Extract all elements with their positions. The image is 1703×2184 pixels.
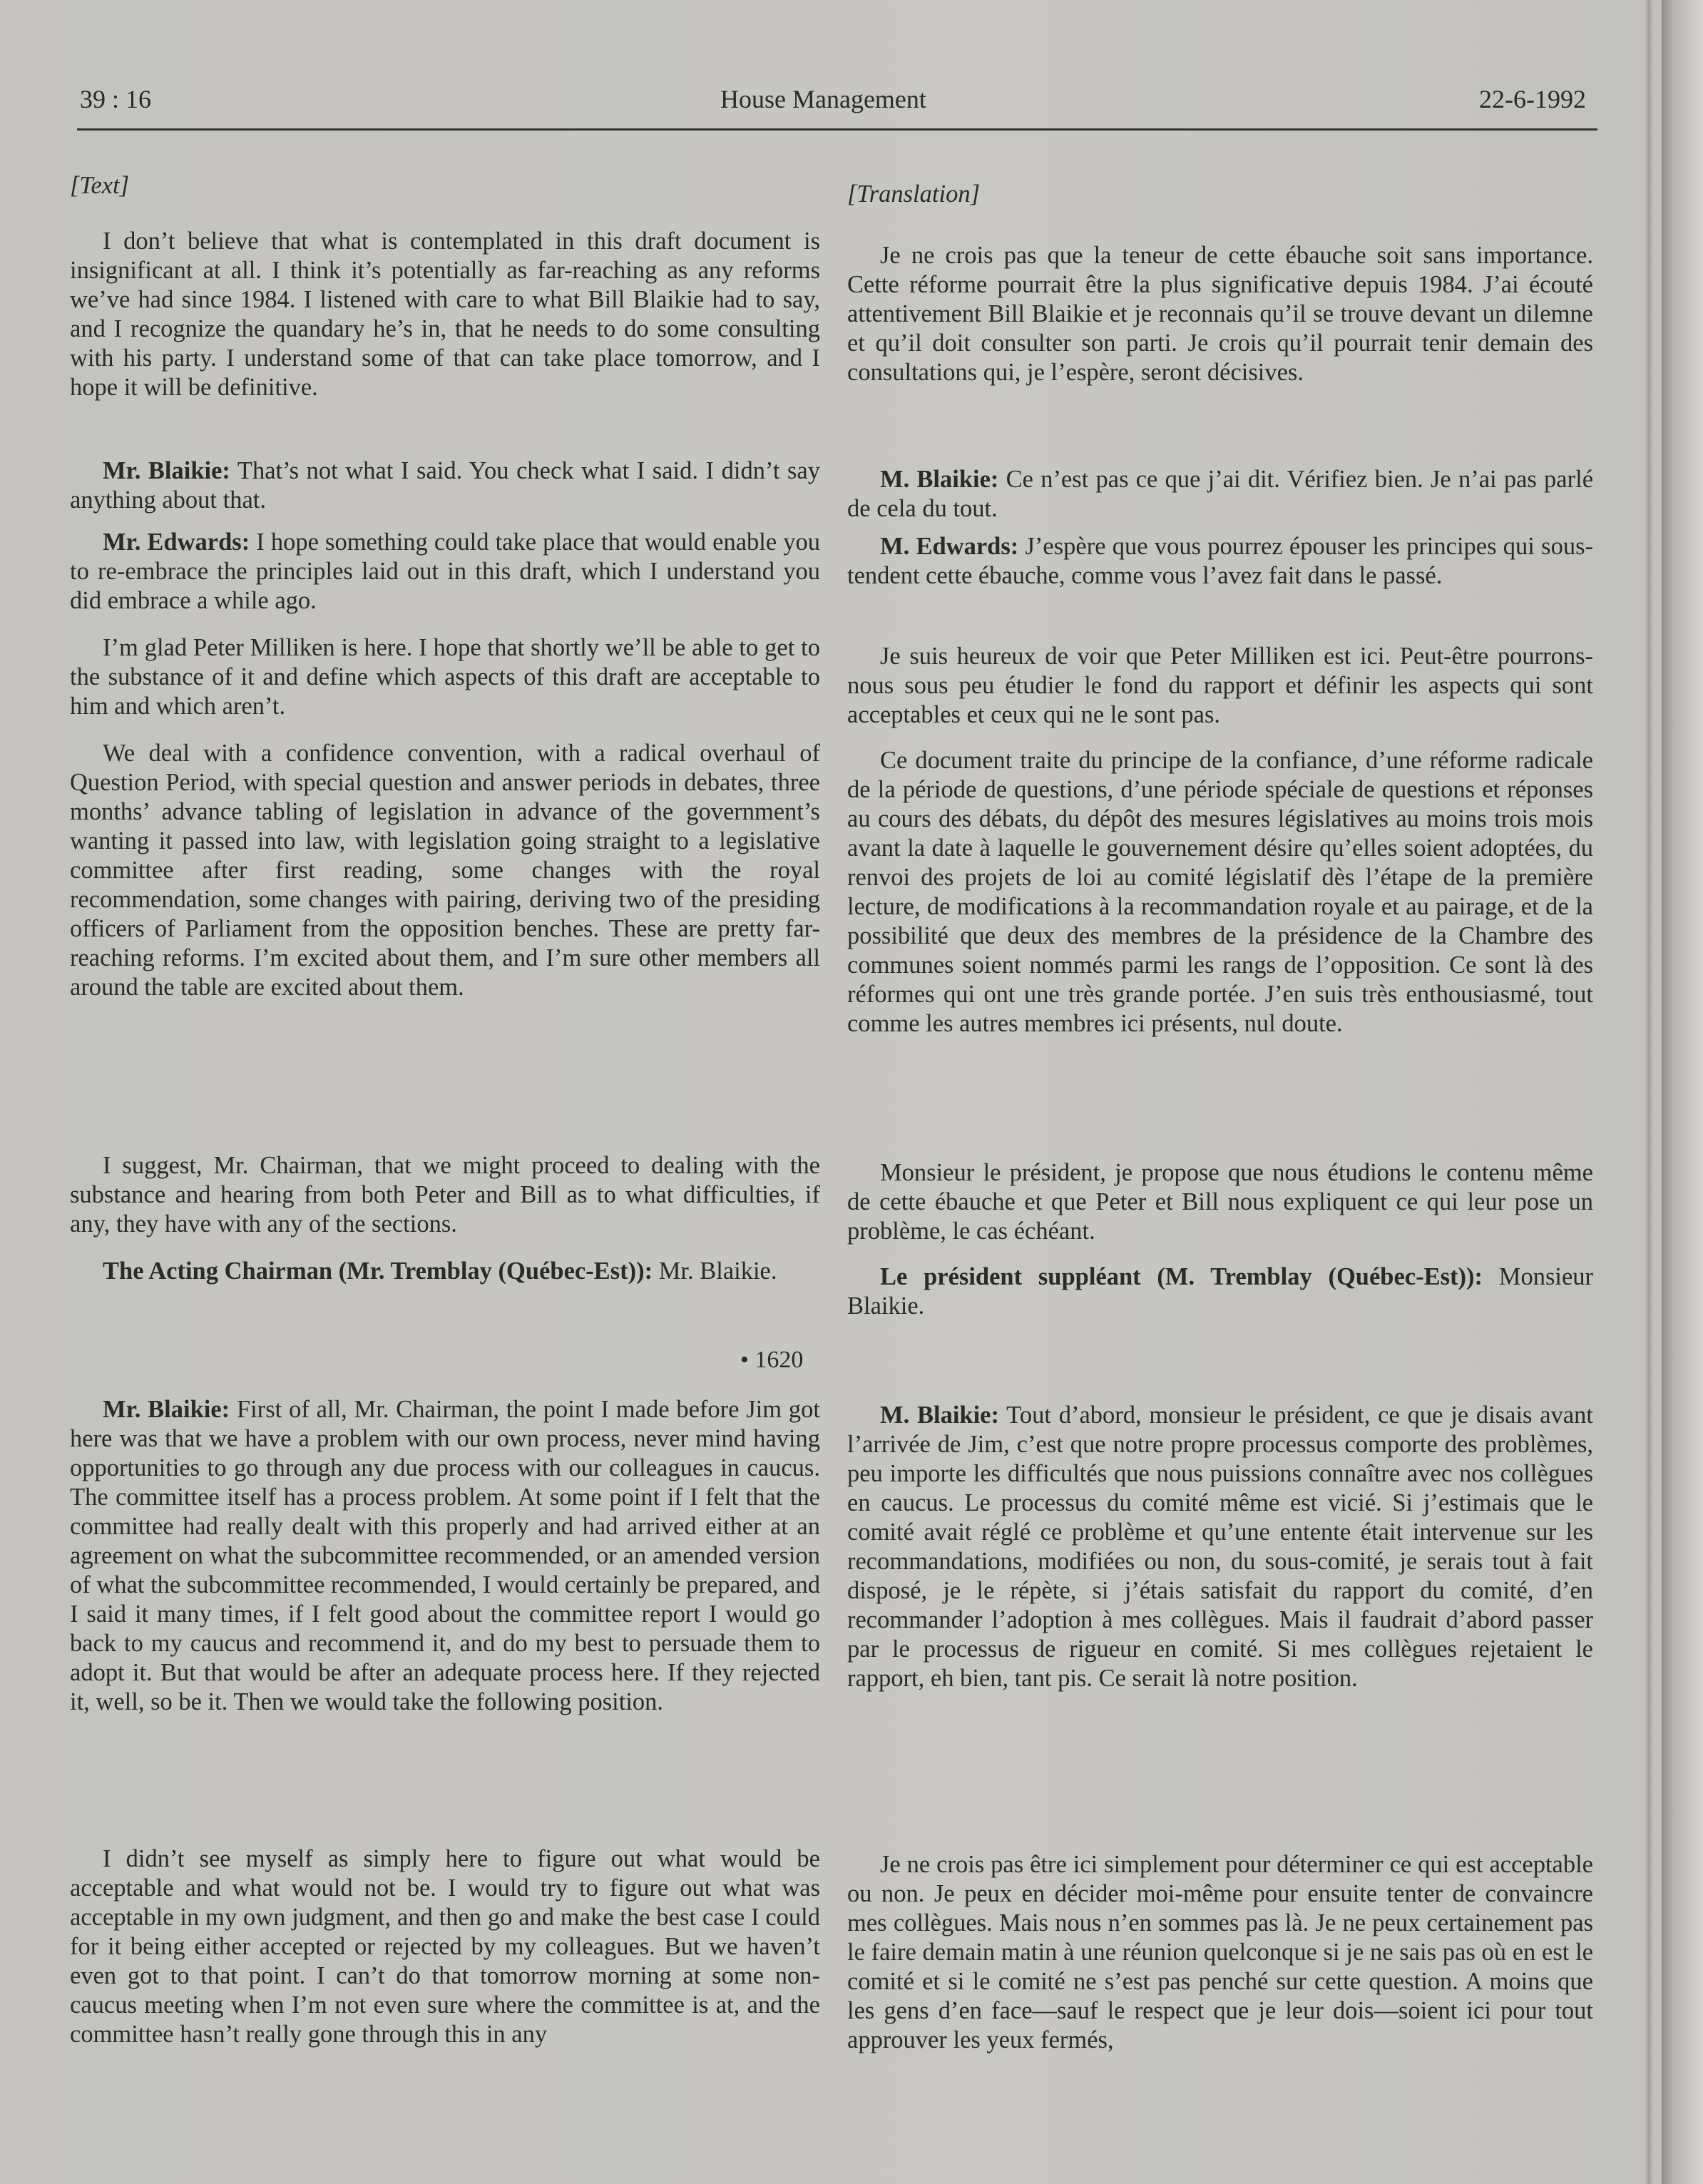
speaker: The Acting Chairman (Mr. Tremblay (Québec-Est)):: [103, 1257, 653, 1285]
session-date: 22-6-1992: [1479, 85, 1586, 113]
paragraph-text: Tout d’abord, monsieur le président, ce que je disais avant l’arrivée de Jim, c’est que notre propre processus comporte des problèmes, peu importe les difficultés que nous puissions connaître avec nos collègues en caucus. Le processus du comité même est vicié. Si j’estimais que le comité avait réglé ce problème et qu’une entente était intervenue sur les recommandations, modifiées ou non, du sous-comité, je serais tout à fait disposé, je le répète, si j’étais satisfait du rapport du comité, d’en recommander l’adoption à mes collègues. Mais il faudrait d’abord passer par le processus de rigueur en comité. Si mes collègues rejetaient le rapport, eh bien, tant pis. Ce serait là notre position.: [847, 1402, 1593, 1692]
speaker: M. Blaikie:: [880, 1402, 999, 1429]
speaker: Mr. Blaikie:: [103, 457, 230, 484]
paragraph: [70, 1151, 820, 1239]
paragraph-text: Je ne crois pas que la teneur de cette ébauche soit sans importance. Cette réforme pourrait être la plus significative depuis 1984. J’ai écouté attentivement Bill Blaikie et je reconnais qu’il se trouve devant un dilemne et qu’il doit consulter son parti. Je crois qu’il pourrait tenir demain des consultations qui, je l’espère, seront décisives.: [847, 242, 1593, 386]
paragraph-text: That’s not what I said. You check what I said. I didn’t say anything about that.: [70, 457, 820, 514]
paragraph-text: First of all, Mr. Chairman, the point I made before Jim got here was that we have a problem with our own process, never mind having opportunities to go through any due process with our colleagues in caucus. The committee itself has a process problem. At some point if I felt that the committee had really dealt with this properly and had arrived either at an agreement on what the subcommittee recommended, or an amended version of what the subcommittee recommended, I would certainly be prepared, and I said it many times, if I felt good about the committee report I would go back to my caucus and recommend it, and do my best to persuade them to adopt it. But that would be after an adequate process here. If they rejected it, well, so be it. Then we would take the following position.: [70, 1396, 821, 1715]
running-title: House Management: [720, 85, 926, 113]
paragraph-text: We deal with a confidence convention, with a radical overhaul of Question Period, with special question and answer periods in debates, three months’ advance tabling of legislation in advance of the government’s wanting it passed into law, with legislation going straight to a legislative committee after first reading, some changes with the royal recommendation, some changes with pairing, deriving two of the presiding officers of Parliament from the opposition benches. These are pretty far-reaching reforms. I’m excited about them, and I’m sure other members all around the table are excited about them.: [70, 740, 820, 1001]
speaker: Mr. Blaikie:: [103, 1396, 230, 1423]
page-edge: [1662, 0, 1703, 2184]
paragraph: [847, 1850, 1593, 2055]
header-rule: [77, 128, 1597, 131]
page-number: 39 : 16: [80, 85, 152, 113]
paragraph: [847, 241, 1593, 387]
paragraph-text: J’espère que vous pourrez épouser les principes qui sous-tendent cette ébauche, comme vous l’avez fait dans le passé.: [847, 533, 1593, 589]
page-fold-shadow: [1645, 0, 1653, 2184]
paragraph: [847, 465, 1593, 524]
speaker: M. Blaikie:: [880, 466, 999, 493]
paragraph-text: Ce document traite du principe de la confiance, d’une réforme radicale de la période de questions, d’une période spéciale de questions et réponses au cours des débats, du dépôt des mesures législatives au moins trois mois avant la date à laquelle le gouvernement désire qu’elles soient adoptées, du renvoi des projets de loi au comité législatif dès l’étape de la première lecture, de modifications à la recommandation royale et au pairage, et de la possibilité que deux des membres de la présidence de la Chambre des communes soient nommés parmi les rangs de l’opposition. Ce sont là des réformes qui ont une très grande portée. J’en suis très enthousiasmé, tout comme les autres membres ici présents, nul doute.: [847, 747, 1593, 1037]
paragraph: [70, 633, 820, 721]
paragraph: [70, 1257, 820, 1286]
paragraph: [70, 1844, 820, 2049]
paragraph-text: I don’t believe that what is contemplated in this draft document is insignificant at all. I think it’s potentially as far-reaching as any reforms we’ve had since 1984. I listened with care to what Bill Blaikie had to say, and I recognize the quandary he’s in, that he needs to do some consulting with his party. I understand some of that can take place tomorrow, and I hope it will be definitive.: [70, 228, 820, 401]
speaker: Mr. Edwards:: [103, 529, 250, 556]
paragraph-text: Monsieur le président, je propose que nous étudions le contenu même de cette ébauche et que Peter et Bill nous expliquent ce qui leur pose un problème, le cas échéant.: [847, 1159, 1593, 1245]
paragraph-text: I hope something could take place that would enable you to re-embrace the principles laid out in this draft, which I understand you did embrace a while ago.: [70, 529, 820, 614]
paragraph: [847, 1158, 1593, 1246]
paragraph: [847, 642, 1593, 730]
paragraph: [70, 227, 820, 402]
speaker: Le président suppléant (M. Tremblay (Québec-Est)):: [880, 1263, 1483, 1290]
paragraph-text: I’m glad Peter Milliken is here. I hope that shortly we’ll be able to get to the substance of it and define which aspects of this draft are acceptable to him and which aren’t.: [70, 634, 820, 720]
paragraph-text: Je ne crois pas être ici simplement pour déterminer ce qui est acceptable ou non. Je peux en décider moi-même pour ensuite tenter de convaincre mes collègues. Mais nous n’en sommes pas là. Je ne peux certainement pas le faire demain matin à une réunion quelconque si je ne sais pas où en est le comité et si le comité ne s’est pas penché sur cette question. A moins que les gens d’en face—sauf le respect que je leur dois—soient ici pour tout approuver les yeux fermés,: [847, 1851, 1593, 2053]
paragraph: [847, 1401, 1593, 1693]
time-marker: • 1620: [740, 1347, 804, 1373]
paragraph-text: I suggest, Mr. Chairman, that we might proceed to dealing with the substance and hearing from both Peter and Bill as to what difficulties, if any, they have with any of the sections.: [70, 1152, 820, 1238]
paragraph: [70, 456, 820, 515]
speaker: M. Edwards:: [880, 533, 1019, 560]
paragraph-text: Ce n’est pas ce que j’ai dit. Vérifiez bien. Je n’ai pas parlé de cela du tout.: [847, 466, 1594, 522]
column-heading: [Translation]: [847, 180, 980, 208]
paragraph-text: I didn’t see myself as simply here to figure out what would be acceptable and what would not be. I would try to figure out what was acceptable in my own judgment, and then go and make the best case I could for it being either accepted or rejected by my colleagues. But we haven’t even got to that point. I can’t do that tomorrow morning at some non-caucus meeting when I’m not even sure where the committee is at, and the committee hasn’t really gone through this in any: [70, 1845, 820, 2048]
paragraph: [70, 1395, 820, 1717]
paragraph-text: Je suis heureux de voir que Peter Milliken est ici. Peut-être pourrons-nous sous peu étudier le fond du rapport et définir les aspects qui sont acceptables et ceux qui ne le sont pas.: [847, 643, 1593, 728]
paragraph: [70, 739, 820, 1002]
column-heading: [Text]: [70, 172, 130, 199]
paragraph: [847, 746, 1593, 1039]
paragraph-text: Mr. Blaikie.: [658, 1257, 777, 1285]
paragraph: [70, 528, 820, 616]
paragraph: [847, 1262, 1593, 1321]
paragraph-text: Monsieur Blaikie.: [847, 1263, 1594, 1320]
paragraph: [847, 532, 1593, 591]
